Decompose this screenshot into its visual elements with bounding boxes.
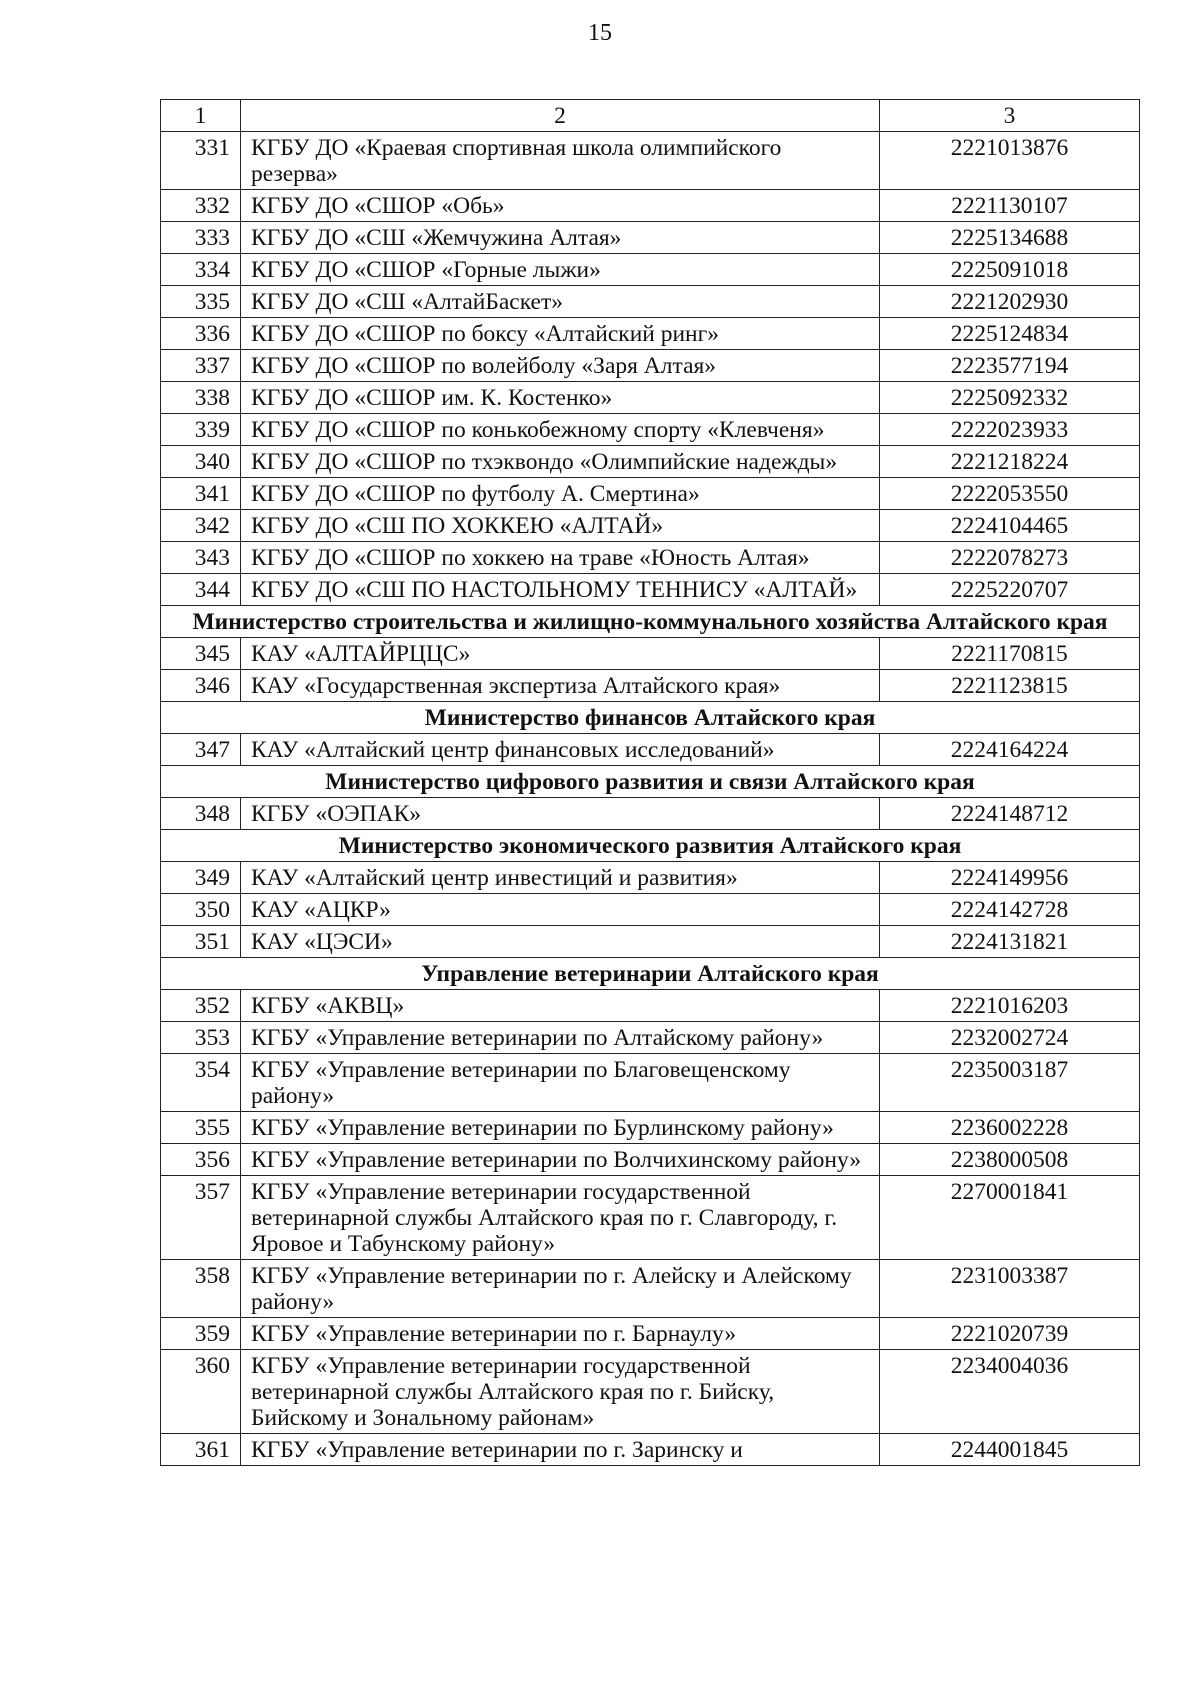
row-number: 357	[161, 1176, 241, 1260]
row-number: 337	[161, 350, 241, 382]
organization-name: КГБУ ДО «СШ «Жемчужина Алтая»	[241, 222, 880, 254]
row-number: 342	[161, 510, 241, 542]
organization-inn: 2221130107	[880, 190, 1140, 222]
organization-inn: 2222053550	[880, 478, 1140, 510]
organization-inn: 2221020739	[880, 1318, 1140, 1350]
table-row	[161, 286, 1140, 318]
column-header-inn: 3	[880, 100, 1140, 132]
section-header-row	[161, 766, 1140, 798]
organization-name: КГБУ ДО «СШОР им. К. Костенко»	[241, 382, 880, 414]
organization-inn: 2221123815	[880, 670, 1140, 702]
table-row	[161, 1318, 1140, 1350]
row-number: 359	[161, 1318, 241, 1350]
row-number: 352	[161, 990, 241, 1022]
organization-inn: 2225092332	[880, 382, 1140, 414]
table-row	[161, 318, 1140, 350]
organization-name: КАУ «АЛТАЙРЦЦС»	[241, 638, 880, 670]
row-number: 349	[161, 862, 241, 894]
page-number: 15	[588, 20, 612, 46]
table-row	[161, 798, 1140, 830]
organization-inn: 2225124834	[880, 318, 1140, 350]
organization-inn: 2244001845	[880, 1434, 1140, 1466]
organization-inn: 2221170815	[880, 638, 1140, 670]
organization-name: КАУ «Алтайский центр финансовых исследований»	[241, 734, 880, 766]
organization-name: КГБУ «АКВЦ»	[241, 990, 880, 1022]
organization-name: КАУ «Алтайский центр инвестиций и развития»	[241, 862, 880, 894]
organization-inn: 2221016203	[880, 990, 1140, 1022]
organization-name: КГБУ ДО «СШОР «Обь»	[241, 190, 880, 222]
section-header-row	[161, 702, 1140, 734]
organization-name: КАУ «АЦКР»	[241, 894, 880, 926]
row-number: 360	[161, 1350, 241, 1434]
table-body	[161, 132, 1140, 1466]
organization-name: КГБУ ДО «СШОР по хоккею на траве «Юность Алтая»	[241, 542, 880, 574]
section-title: Министерство строительства и жилищно-коммунального хозяйства Алтайского края	[161, 606, 1140, 638]
row-number: 334	[161, 254, 241, 286]
table-row	[161, 862, 1140, 894]
table-row	[161, 926, 1140, 958]
table-header-row	[161, 100, 1140, 132]
table-row	[161, 1112, 1140, 1144]
table-row	[161, 350, 1140, 382]
table-row	[161, 894, 1140, 926]
table-row	[161, 1022, 1140, 1054]
table-row	[161, 734, 1140, 766]
row-number: 341	[161, 478, 241, 510]
organization-inn: 2235003187	[880, 1054, 1140, 1112]
row-number: 351	[161, 926, 241, 958]
row-number: 354	[161, 1054, 241, 1112]
organization-name: КГБУ ДО «Краевая спортивная школа олимпийского резерва»	[241, 132, 880, 190]
table-row	[161, 254, 1140, 286]
table-row	[161, 1350, 1140, 1434]
organization-name: КГБУ «Управление ветеринарии по Волчихинскому району»	[241, 1144, 880, 1176]
organization-name: КГБУ «Управление ветеринарии по г. Барнаулу»	[241, 1318, 880, 1350]
organization-inn: 2225091018	[880, 254, 1140, 286]
organization-inn: 2224148712	[880, 798, 1140, 830]
table-row	[161, 1144, 1140, 1176]
table-row	[161, 190, 1140, 222]
organization-inn: 2221202930	[880, 286, 1140, 318]
table-row	[161, 638, 1140, 670]
row-number: 343	[161, 542, 241, 574]
table-row	[161, 1260, 1140, 1318]
row-number: 345	[161, 638, 241, 670]
organization-inn: 2221218224	[880, 446, 1140, 478]
organization-name: КГБУ ДО «СШОР по футболу А. Смертина»	[241, 478, 880, 510]
row-number: 332	[161, 190, 241, 222]
organization-inn: 2238000508	[880, 1144, 1140, 1176]
column-header-name: 2	[241, 100, 880, 132]
organization-inn: 2224104465	[880, 510, 1140, 542]
table-row	[161, 574, 1140, 606]
table-row	[161, 382, 1140, 414]
organization-name: КГБУ «Управление ветеринарии по г. Заринску и	[241, 1434, 880, 1466]
row-number: 346	[161, 670, 241, 702]
organization-name: КГБУ «Управление ветеринарии по Алтайскому району»	[241, 1022, 880, 1054]
table-row	[161, 510, 1140, 542]
organization-inn: 2231003387	[880, 1260, 1140, 1318]
section-header-row	[161, 606, 1140, 638]
row-number: 333	[161, 222, 241, 254]
organization-inn: 2270001841	[880, 1176, 1140, 1260]
organization-inn: 2222078273	[880, 542, 1140, 574]
organization-name: КГБУ ДО «СШОР по тхэквондо «Олимпийские надежды»	[241, 446, 880, 478]
row-number: 355	[161, 1112, 241, 1144]
table-row	[161, 1434, 1140, 1466]
organization-name: КГБУ «Управление ветеринарии государственной ветеринарной службы Алтайского края по г. Славгороду, г. Яровое и Табунскому району»	[241, 1176, 880, 1260]
organization-name: КГБУ ДО «СШ ПО ХОККЕЮ «АЛТАЙ»	[241, 510, 880, 542]
organization-inn: 2232002724	[880, 1022, 1140, 1054]
organization-name: КГБУ ДО «СШ ПО НАСТОЛЬНОМУ ТЕННИСУ «АЛТАЙ»	[241, 574, 880, 606]
table-row	[161, 478, 1140, 510]
section-header-row	[161, 958, 1140, 990]
table-row	[161, 446, 1140, 478]
row-number: 336	[161, 318, 241, 350]
row-number: 339	[161, 414, 241, 446]
organization-inn: 2224164224	[880, 734, 1140, 766]
section-header-row	[161, 830, 1140, 862]
row-number: 340	[161, 446, 241, 478]
table-row	[161, 670, 1140, 702]
organization-inn: 2225220707	[880, 574, 1140, 606]
organization-name: КГБУ «Управление ветеринарии по г. Алейску и Алейскому району»	[241, 1260, 880, 1318]
section-title: Управление ветеринарии Алтайского края	[161, 958, 1140, 990]
organization-name: КГБУ ДО «СШОР «Горные лыжи»	[241, 254, 880, 286]
organization-name: КАУ «Государственная экспертиза Алтайского края»	[241, 670, 880, 702]
table-row	[161, 1054, 1140, 1112]
section-title: Министерство цифрового развития и связи Алтайского края	[161, 766, 1140, 798]
organization-inn: 2222023933	[880, 414, 1140, 446]
row-number: 348	[161, 798, 241, 830]
row-number: 358	[161, 1260, 241, 1318]
row-number: 350	[161, 894, 241, 926]
row-number: 344	[161, 574, 241, 606]
table-row	[161, 222, 1140, 254]
table-row	[161, 132, 1140, 190]
organization-inn: 2223577194	[880, 350, 1140, 382]
row-number: 361	[161, 1434, 241, 1466]
organization-name: КАУ «ЦЭСИ»	[241, 926, 880, 958]
row-number: 338	[161, 382, 241, 414]
column-header-number: 1	[161, 100, 241, 132]
section-title: Министерство экономического развития Алтайского края	[161, 830, 1140, 862]
organization-name: КГБУ «Управление ветеринарии государственной ветеринарной службы Алтайского края по г. Бийску, Бийскому и Зональному районам»	[241, 1350, 880, 1434]
organization-name: КГБУ ДО «СШОР по конькобежному спорту «Клевченя»	[241, 414, 880, 446]
organization-inn: 2225134688	[880, 222, 1140, 254]
organization-inn: 2236002228	[880, 1112, 1140, 1144]
row-number: 347	[161, 734, 241, 766]
organization-name: КГБУ ДО «СШ «АлтайБаскет»	[241, 286, 880, 318]
organization-name: КГБУ ДО «СШОР по волейболу «Заря Алтая»	[241, 350, 880, 382]
organization-inn: 2224149956	[880, 862, 1140, 894]
table-row	[161, 542, 1140, 574]
row-number: 353	[161, 1022, 241, 1054]
table-row	[161, 990, 1140, 1022]
row-number: 356	[161, 1144, 241, 1176]
organization-name: КГБУ «ОЭПАК»	[241, 798, 880, 830]
organization-name: КГБУ ДО «СШОР по боксу «Алтайский ринг»	[241, 318, 880, 350]
organization-inn: 2221013876	[880, 132, 1140, 190]
organizations-table	[160, 99, 1140, 1466]
section-title: Министерство финансов Алтайского края	[161, 702, 1140, 734]
table-row	[161, 414, 1140, 446]
organization-name: КГБУ «Управление ветеринарии по Бурлинскому району»	[241, 1112, 880, 1144]
organization-inn: 2234004036	[880, 1350, 1140, 1434]
table-row	[161, 1176, 1140, 1260]
organization-name: КГБУ «Управление ветеринарии по Благовещенскому району»	[241, 1054, 880, 1112]
organization-inn: 2224131821	[880, 926, 1140, 958]
organization-inn: 2224142728	[880, 894, 1140, 926]
row-number: 331	[161, 132, 241, 190]
row-number: 335	[161, 286, 241, 318]
